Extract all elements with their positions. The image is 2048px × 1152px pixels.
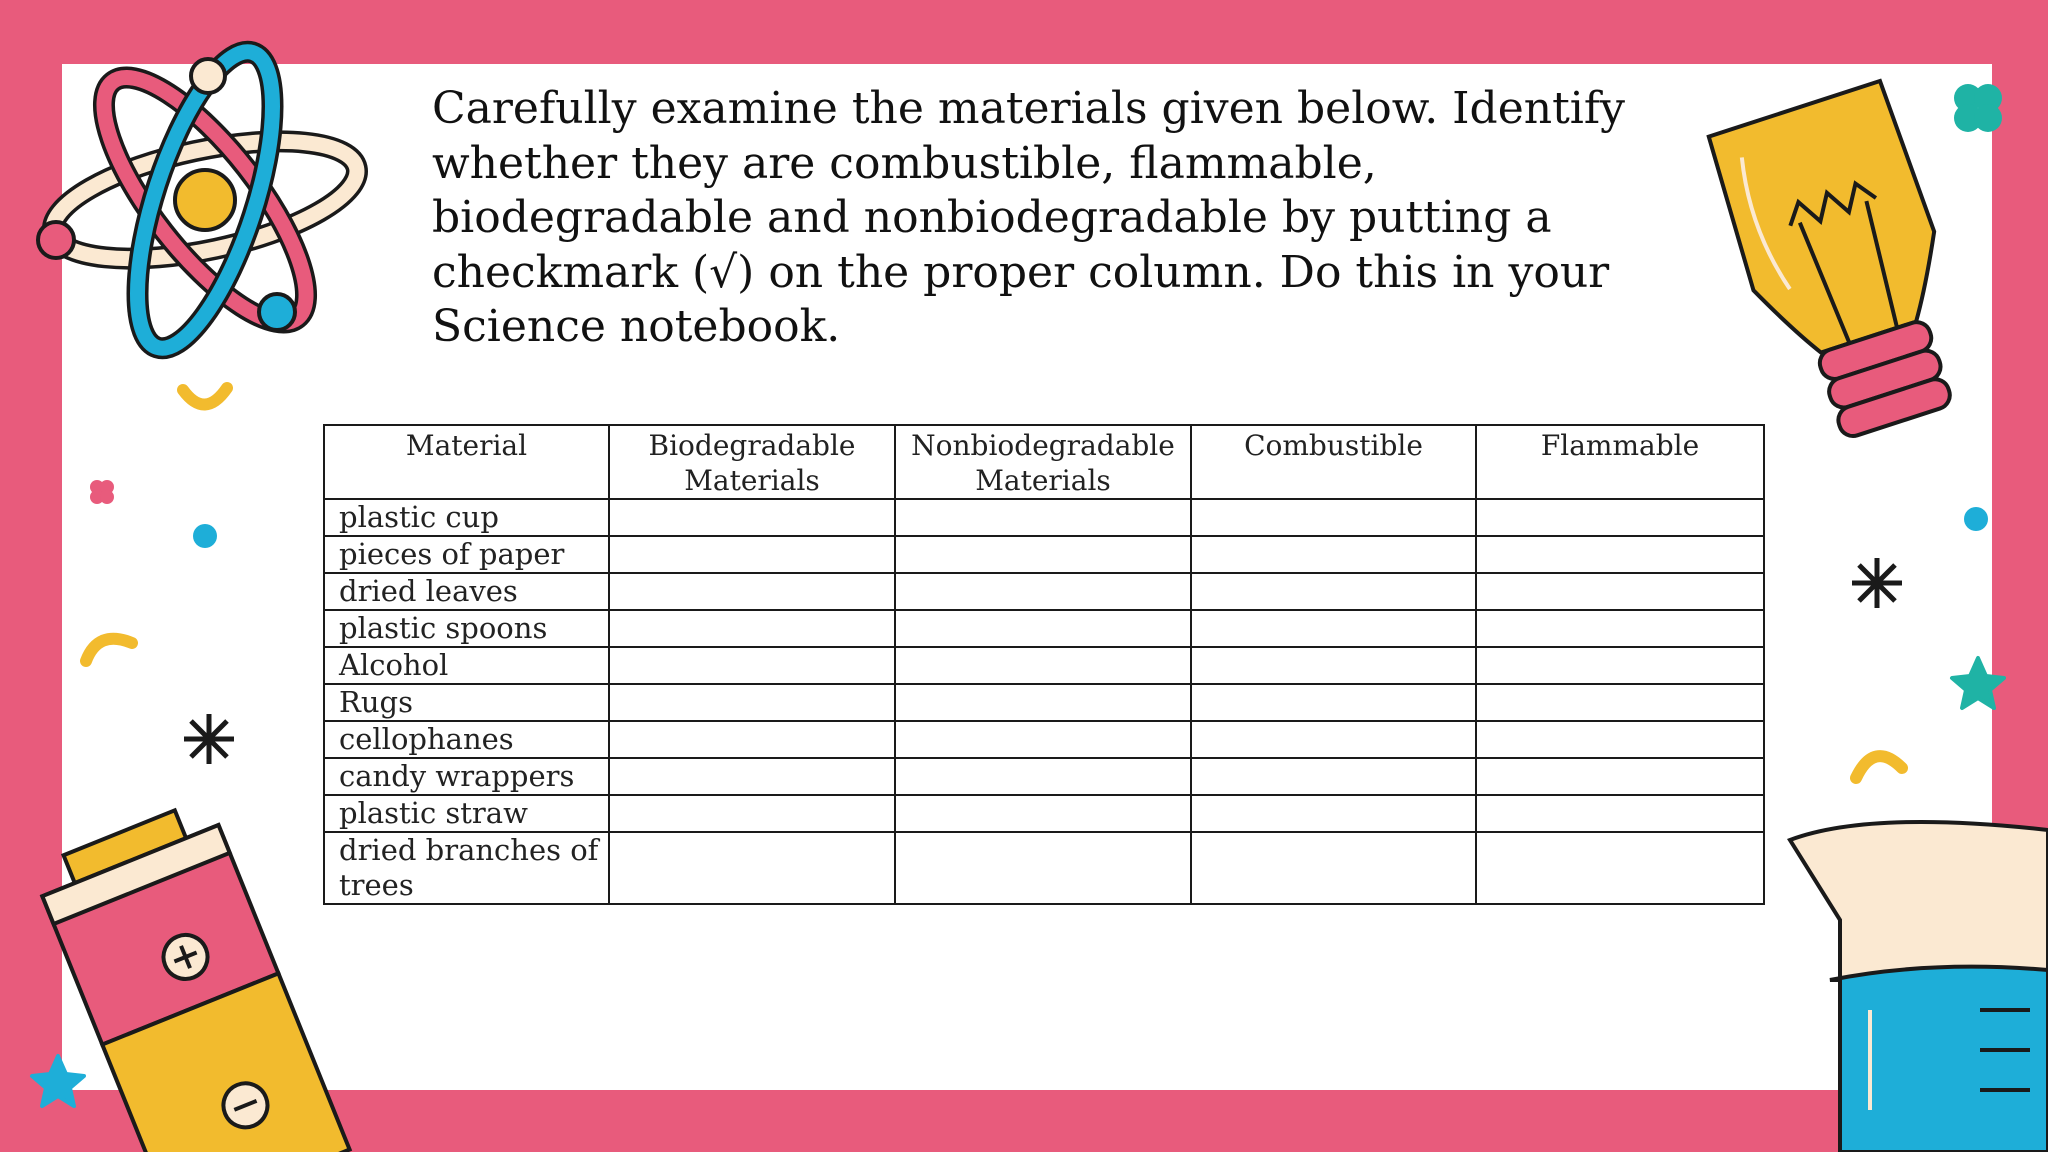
header-biodegradable: Biodegradable Materials <box>609 425 895 499</box>
checkmark-cell <box>609 536 895 573</box>
checkmark-cell <box>1476 647 1764 684</box>
checkmark-cell <box>609 499 895 536</box>
header-material: Material <box>324 425 609 499</box>
table-row <box>324 684 1764 721</box>
dot-icon <box>192 523 218 549</box>
checkmark-cell <box>1476 499 1764 536</box>
checkmark-cell <box>895 758 1191 795</box>
material-name: plastic cup <box>324 499 609 536</box>
table-row <box>324 832 1764 904</box>
table-row <box>324 647 1764 684</box>
material-name: Rugs <box>324 684 609 721</box>
materials-table <box>323 424 1765 905</box>
material-name: cellophanes <box>324 721 609 758</box>
checkmark-cell <box>1476 795 1764 832</box>
checkmark-cell <box>1191 758 1476 795</box>
arc-icon <box>1848 740 1910 784</box>
table-row <box>324 573 1764 610</box>
table-header-row <box>324 425 1764 499</box>
arc-icon <box>175 380 235 420</box>
checkmark-cell <box>895 536 1191 573</box>
checkmark-cell <box>1476 684 1764 721</box>
flower-icon <box>88 478 116 506</box>
instructions-text: Carefully examine the materials given below. Identify whether they are combustible, flammable, biodegradable and nonbiodegradable by putting a checkmark (√) on the proper column. Do this in your Science notebook. <box>432 83 1625 352</box>
header-flammable: Flammable <box>1476 425 1764 499</box>
checkmark-cell <box>609 758 895 795</box>
checkmark-cell <box>895 684 1191 721</box>
checkmark-cell <box>609 684 895 721</box>
table-row <box>324 758 1764 795</box>
table-row <box>324 795 1764 832</box>
checkmark-cell <box>1191 795 1476 832</box>
checkmark-cell <box>609 610 895 647</box>
arc-icon <box>78 625 140 669</box>
beaker-icon <box>1780 810 2048 1152</box>
asterisk-icon <box>182 712 236 766</box>
checkmark-cell <box>895 721 1191 758</box>
material-name: dried branches of trees <box>324 832 609 904</box>
checkmark-cell <box>895 832 1191 904</box>
checkmark-cell <box>1191 647 1476 684</box>
checkmark-cell <box>1191 499 1476 536</box>
table-row <box>324 610 1764 647</box>
checkmark-cell <box>1476 536 1764 573</box>
star-icon <box>1950 656 2006 710</box>
checkmark-cell <box>1191 536 1476 573</box>
checkmark-cell <box>609 573 895 610</box>
checkmark-cell <box>1476 758 1764 795</box>
checkmark-cell <box>1191 573 1476 610</box>
checkmark-cell <box>1476 610 1764 647</box>
checkmark-cell <box>1476 832 1764 904</box>
checkmark-cell <box>1191 832 1476 904</box>
checkmark-cell <box>1476 721 1764 758</box>
material-name: candy wrappers <box>324 758 609 795</box>
checkmark-cell <box>895 499 1191 536</box>
header-combustible: Combustible <box>1191 425 1476 499</box>
table-row <box>324 721 1764 758</box>
checkmark-cell <box>1191 610 1476 647</box>
checkmark-cell <box>1191 684 1476 721</box>
checkmark-cell <box>895 573 1191 610</box>
material-name: plastic straw <box>324 795 609 832</box>
checkmark-cell <box>609 647 895 684</box>
material-name: Alcohol <box>324 647 609 684</box>
dot-icon <box>1963 506 1989 532</box>
checkmark-cell <box>895 647 1191 684</box>
checkmark-cell <box>1191 721 1476 758</box>
atom-icon <box>30 40 380 370</box>
table-row <box>324 536 1764 573</box>
material-name: dried leaves <box>324 573 609 610</box>
material-name: plastic spoons <box>324 610 609 647</box>
checkmark-cell <box>609 832 895 904</box>
asterisk-icon <box>1850 556 1904 610</box>
checkmark-cell <box>609 721 895 758</box>
flower-icon <box>1950 80 2006 136</box>
checkmark-cell <box>895 610 1191 647</box>
table-row <box>324 499 1764 536</box>
star-icon <box>30 1054 86 1108</box>
checkmark-cell <box>609 795 895 832</box>
material-name: pieces of paper <box>324 536 609 573</box>
header-nonbiodegradable: Nonbiodegradable Materials <box>895 425 1191 499</box>
checkmark-cell <box>1476 573 1764 610</box>
checkmark-cell <box>895 795 1191 832</box>
